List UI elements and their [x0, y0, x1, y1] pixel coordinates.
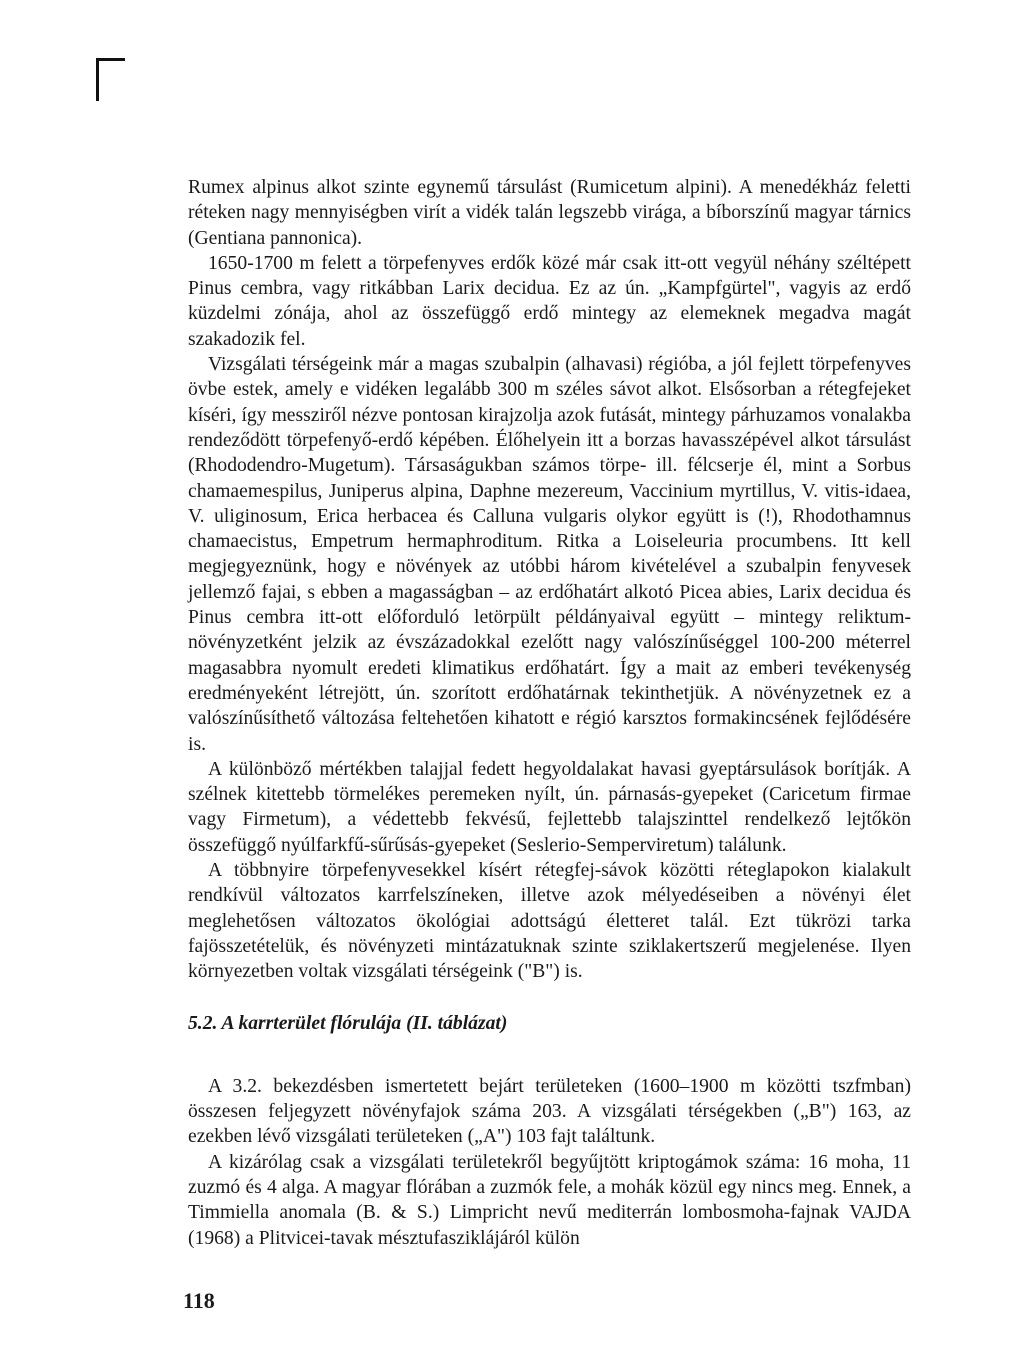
paragraph-gyeptarsulasok: A különböző mértékben talajjal fedett hegyoldalakat havasi gyeptársulások borítják. A szélnek kitettebb törmelékes peremeken nyílt, ún. párnasás-gyepeket (Caricetum firmae vagy Firmetum), a védettebb fekvésű, fejlettebb talajszinttel rendelkező lejtőkön összefüggő nyúlfarkfű-sűrűsás-gyepeket (Seslerio-Semperviretum) találunk.: [188, 758, 911, 856]
crop-corner-mark: [96, 58, 125, 101]
paragraph-kampfguertel: 1650-1700 m felett a törpefenyves erdők közé már csak itt-ott vegyül néhány széltépett Pinus cembra, vagy ritkábban Larix decidua. Ez az ún. „Kampfgürtel", vagyis az erdő küzdelmi zónája, ahol az összefüggő erdő mintegy az elemeknek megadva magát szakadozik fel.: [188, 252, 911, 350]
page-number: 118: [183, 1288, 215, 1313]
paragraph-rumex: Rumex alpinus alkot szinte egynemű társulást (Rumicetum alpini). A menedékház feletti réteken nagy mennyiségben virít a vidék talán legszebb virága, a bíborszínű magyar tárnics (Gentiana pannonica).: [188, 177, 911, 249]
page-body: [188, 175, 911, 1251]
paragraph-kriptogamok: A kizárólag csak a vizsgálati területekről begyűjtött kriptogámok száma: 16 moha, 11 zuzmó és 4 alga. A magyar flórában a zuzmók fele, a mohák közül egy nincs meg. Ennek, a Timmiella anomala (B. & S.) Limpricht nevű mediterrán lombosmoha-fajnak VAJDA (1968) a Plitvicei-tavak mésztufasziklájáról külön: [188, 1151, 911, 1249]
paragraph-fajszam: A 3.2. bekezdésben ismertetett bejárt területeken (1600–1900 m közötti tszfmban) összesen feljegyzett növényfajok száma 203. A vizsgálati térségekben („B") 163, az ezekben lévő vizsgálati területeken („A") 103 fajt találtunk.: [188, 1075, 911, 1148]
section-heading: 5.2. A karrterület flórulája (II. táblázat): [188, 1012, 508, 1034]
paragraph-torpefenyves: Vizsgálati térségeink már a magas szubalpin (alhavasi) régióba, a jól fejlett törpefenyves övbe estek, amely e vidéken legalább 300 m széles sávot alkot. Elsősorban a rétegfejeket kíséri, így messziről nézve pontosan kirajzolja azok futását, mintegy párhuzamos vonalakba rendeződött törpefenyő-erdő képében. Élőhelyein itt a borzas havasszépével alkot társulást (Rhododendro-Mugetum). Társaságukban számos törpe- ill. félcserje él, mint a Sorbus chamaemespilus, Juniperus alpina, Daphne mezereum, Vaccinium myrtillus, V. vitis-idaea, V. uliginosum, Erica herbacea és Calluna vulgaris olykor együtt is (!), Rhodothamnus chamaecistus, Empetrum hermaphroditum. Ritka a Loiseleuria procumbens. Itt kell megjegyeznünk, hogy e növények az utóbbi három kivételével a szubalpin fenyvesek jellemző fajai, s ebben a magasságban – az erdőhatárt alkotó Picea abies, Larix decidua és Pinus cembra itt-ott előforduló letörpült példányaival együtt – mintegy reliktum-növényzetként jelzik az évszázadokkal ezelőtt nagy valószínűséggel 100-200 méterrel magasabbra nyomult eredeti klimatikus erdőhatárt. Így a mait az emberi tevékenység eredményeként létrejött, ún. szorított erdőhatárnak tekinthetjük. A növényzetnek ez a valószínűsíthető változása feltehetően kihatott e régió karsztos formakincsének fejlődésére is.: [188, 354, 911, 755]
paragraph-karrfelszinek: A többnyire törpefenyvesekkel kísért rétegfej-sávok közötti réteglapokon kialakult rendkívül változatos karrfelszíneken, illetve azok mélyedéseiben a növényi élet meglehetősen változatos ökológiai adottságú életteret talál. Ezt tükrözi tarka fajösszetételük, és növényzeti mintázatuknak szinte sziklakertszerű megjelenése. Ilyen környezetben voltak vizsgálati térségeink ("B") is.: [188, 860, 911, 983]
